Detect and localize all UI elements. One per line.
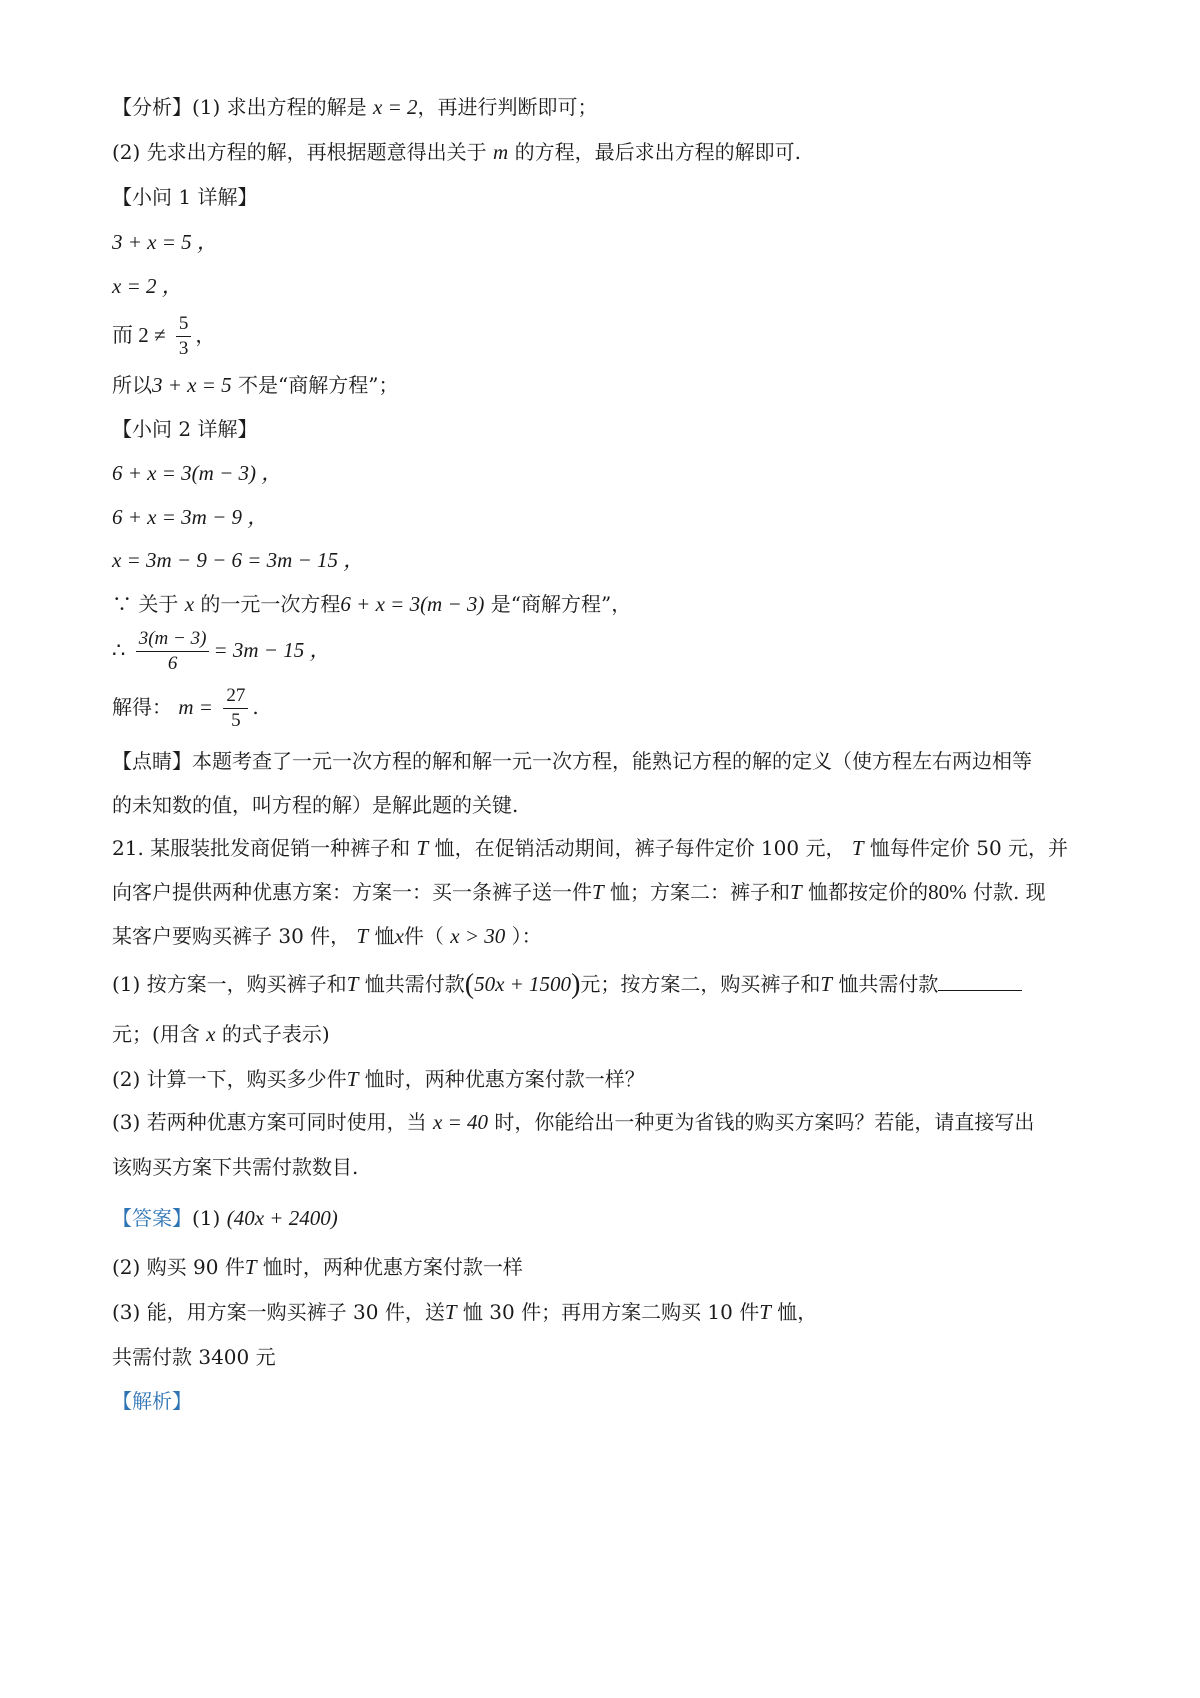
fraction-numerator: 3(m − 3) (136, 627, 210, 652)
math-expression: x > 30 (450, 924, 506, 948)
answer-line-3 (112, 1297, 817, 1327)
math-variable: T (759, 1300, 771, 1324)
analysis-text: 的方程，最后求出方程的解即可. (514, 140, 801, 164)
math-expression: = 3m − 15 ， (213, 638, 331, 662)
problem21-sub1-cont (112, 1019, 330, 1049)
therefore-symbol: ∴ (112, 638, 126, 662)
text: 是“商解方程”， (490, 592, 632, 616)
math-variable: x (394, 924, 404, 948)
text: (3) 能，用方案一购买裤子 30 件，送 (112, 1300, 445, 1324)
fraction-denominator: 5 (231, 710, 241, 731)
q2-heading: 【小问 2 详解】 (112, 417, 258, 441)
answer-line-2 (112, 1252, 523, 1282)
answer-line-1 (112, 1203, 338, 1233)
text: (2) 计算一下，购买多少件 (112, 1067, 347, 1091)
math-variable: T (444, 1300, 457, 1324)
text: ∵ 关于 (112, 592, 179, 616)
text: 恤 30 件；再用方案二购买 10 件 (462, 1300, 760, 1324)
q2-eq5 (112, 627, 330, 676)
problem21-line-3 (112, 921, 542, 951)
q2-eq6 (112, 684, 259, 733)
math-variable: T (356, 924, 369, 948)
fraction-numerator: 5 (176, 312, 192, 337)
text: (3) 若两种优惠方案可同时使用，当 (112, 1110, 427, 1134)
math-expression: (40x + 2400) (226, 1206, 338, 1230)
analysis-text: ，再进行判断即可； (417, 95, 598, 119)
math-variable: x (206, 1022, 216, 1046)
text: 件（ (403, 924, 444, 948)
fraction (136, 627, 210, 676)
text: 恤时，两种优惠方案付款一样 (262, 1255, 523, 1279)
fraction (176, 312, 192, 361)
q2-eq1: 6 + x = 3(m − 3) ， (112, 461, 283, 485)
answer-blank[interactable] (938, 968, 1022, 991)
text: 付款. 现 (972, 880, 1046, 904)
percentage: 80% (928, 880, 967, 904)
text: 元；(用含 (112, 1022, 200, 1046)
text: 向客户提供两种优惠方案：方案一：买一条裤子送一件 (112, 880, 592, 904)
text: (1) 按方案一，购买裤子和 (112, 972, 347, 996)
analysis-line-2 (112, 137, 801, 167)
problem21-line-1 (112, 833, 1068, 863)
math-expression: 6 + x = 3(m − 3) (340, 592, 485, 616)
analysis-text: (2) 先求出方程的解，再根据题意得出关于 (112, 140, 487, 164)
text: 恤共需付款 (838, 972, 939, 996)
text: ）： (511, 924, 542, 948)
text: (2) 购买 90 件 (112, 1255, 245, 1279)
comment-line-1: 【点睛】本题考查了一元一次方程的解和解一元一次方程，能熟记方程的解的定义（使方程左右两边相等 (112, 749, 1032, 773)
text: 解得： (112, 695, 172, 719)
fraction-numerator: 27 (223, 684, 248, 709)
problem21-sub3 (112, 1107, 1034, 1137)
text: (1) (192, 1206, 221, 1230)
q2-eq2: 6 + x = 3m − 9 ， (112, 505, 269, 529)
math-expression: 而 2 ≠ (112, 323, 166, 347)
analysis-label: 【解析】 (112, 1389, 192, 1413)
text: 时，你能给出一种更为省钱的购买方案吗？若能，请直接写出 (494, 1110, 1035, 1134)
text: 21. 某服装批发商促销一种裤子和 (112, 836, 411, 860)
math-variable: T (592, 880, 604, 904)
answer-line-4: 共需付款 3400 元 (112, 1345, 276, 1369)
text: 恤，在促销活动期间，裤子每件定价 100 元， (434, 836, 846, 860)
text: 某客户要购买裤子 30 件， (112, 924, 351, 948)
math-variable: T (790, 880, 802, 904)
problem21-sub2 (112, 1064, 645, 1094)
fraction (223, 684, 248, 733)
answer-label: 【答案】 (112, 1206, 192, 1230)
text: 恤都按定价的 (808, 880, 929, 904)
math-variable: x (184, 592, 195, 616)
math-variable: T (346, 972, 359, 996)
problem21-line-2 (112, 877, 1046, 907)
text: 的式子表示) (221, 1022, 330, 1046)
q1-heading: 【小问 1 详解】 (112, 185, 258, 209)
analysis-text: 【分析】(1) 求出方程的解是 (112, 95, 367, 119)
math-variable: m (493, 140, 509, 164)
punctuation: ， (195, 323, 216, 347)
math-variable: T (346, 1067, 359, 1091)
text: 的一元一次方程 (200, 592, 341, 616)
q2-eq4 (112, 589, 631, 619)
comment-line-2: 的未知数的值，叫方程的解）是解此题的关键. (112, 793, 519, 817)
q1-eq3 (112, 312, 215, 361)
q1-eq4 (112, 370, 398, 400)
text: 所以 (112, 373, 152, 397)
text: 恤每件定价 50 元，并 (869, 836, 1069, 860)
q1-eq2: x = 2 ， (112, 274, 183, 298)
math-expression: 50x + 1500 (474, 972, 572, 996)
text: 恤时，两种优惠方案付款一样？ (364, 1067, 645, 1091)
math-variable: T (851, 836, 864, 860)
fraction-denominator: 6 (167, 653, 178, 674)
q1-eq1: 3 + x = 5 ， (112, 230, 218, 254)
q2-eq3: x = 3m − 9 − 6 = 3m − 15 ， (112, 548, 365, 572)
fraction-denominator: 3 (178, 338, 189, 359)
math-variable: T (820, 972, 833, 996)
punctuation: . (252, 695, 259, 719)
text: 恤共需付款 (364, 972, 465, 996)
text: 元；按方案二，购买裤子和 (580, 972, 821, 996)
text: 恤；方案二：裤子和 (610, 880, 791, 904)
analysis-line-1 (112, 92, 598, 122)
math-expression: x = 40 (433, 1110, 489, 1134)
text: 恤， (777, 1300, 818, 1324)
math-variable: T (416, 836, 429, 860)
math-expression: m = (178, 695, 213, 719)
math-expression: 3 + x = 5 (152, 373, 232, 397)
math-variable: T (244, 1255, 257, 1279)
problem21-sub1: (1) 按方案一，购买裤子和T 恤共需付款(50x + 1500)元；按方案二，购买裤子和T 恤共需付款 (112, 968, 1022, 1000)
math-expression: x = 2 (373, 95, 418, 119)
problem21-sub3-cont: 该购买方案下共需付款数目. (112, 1155, 359, 1179)
text: 不是“商解方程”； (238, 373, 399, 397)
text: 恤 (374, 924, 395, 948)
